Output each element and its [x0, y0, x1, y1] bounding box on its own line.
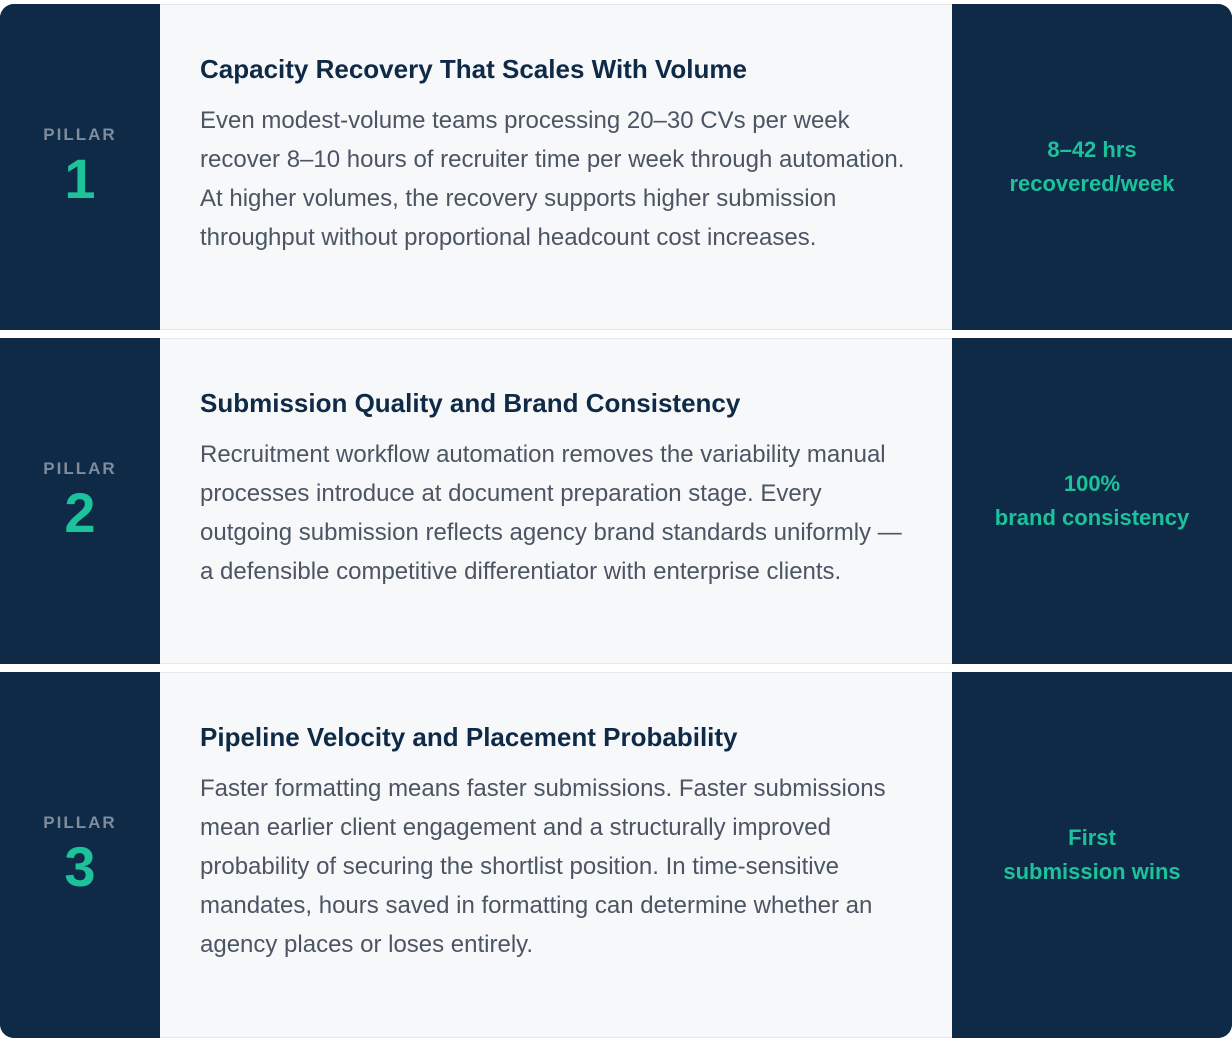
pillar-label: PILLAR: [43, 459, 117, 478]
metric-value: 100%: [1063, 471, 1121, 496]
pillar-title: Submission Quality and Brand Consistency: [200, 388, 741, 418]
pillar-metric-cell: [952, 4, 1232, 330]
pillar-number: 1: [64, 147, 96, 210]
pillar-description: Even modest-volume teams processing 20–30 CVs per week recover 8–10 hours of recruiter time per week through automation. At higher volumes, the recovery supports higher submission throughput without proportional headcount cost increases.: [200, 107, 905, 251]
pillar-title: Capacity Recovery That Scales With Volume: [200, 54, 747, 84]
pillar-description: Faster formatting means faster submissions. Faster submissions mean earlier client engagement and a structurally improved probability of securing the shortlist position. In time-sensitive mandates, hours saved in formatting can determine whether an agency places or loses entirely.: [200, 775, 886, 958]
pillar-label: PILLAR: [43, 125, 117, 144]
pillar-content-cell: [160, 338, 952, 664]
pillar-metric-cell: [952, 672, 1232, 1038]
pillar-content-cell: [160, 4, 952, 330]
pillar-index-cell: [0, 4, 160, 330]
metric-caption: submission wins: [1003, 859, 1181, 884]
pillar-metric: [1009, 133, 1174, 201]
pillar-metric-cell: [952, 338, 1232, 664]
pillar-row-1: [0, 4, 1232, 330]
pillar-index-cell: [0, 672, 160, 1038]
metric-caption: recovered/week: [1009, 171, 1175, 196]
pillar-label: PILLAR: [43, 813, 117, 832]
pillar-index-cell: [0, 338, 160, 664]
pillar-row-3: [0, 672, 1232, 1038]
pillar-metric: [1003, 821, 1180, 889]
pillar-number: 2: [64, 481, 96, 544]
pillar-row-2: [0, 338, 1232, 664]
metric-caption: brand consistency: [994, 505, 1190, 530]
pillar-title: Pipeline Velocity and Placement Probability: [200, 722, 738, 752]
metric-value: 8–42 hrs: [1047, 137, 1137, 162]
metric-value: First: [1068, 825, 1116, 850]
pillar-description: Recruitment workflow automation removes the variability manual processes introduce at document preparation stage. Every outgoing submission reflects agency brand standards uniformly — a defensible competitive differentiator with enterprise clients.: [200, 441, 902, 585]
pillar-metric: [995, 467, 1189, 535]
pillar-content-cell: [160, 672, 952, 1038]
pillar-number: 3: [64, 835, 96, 898]
